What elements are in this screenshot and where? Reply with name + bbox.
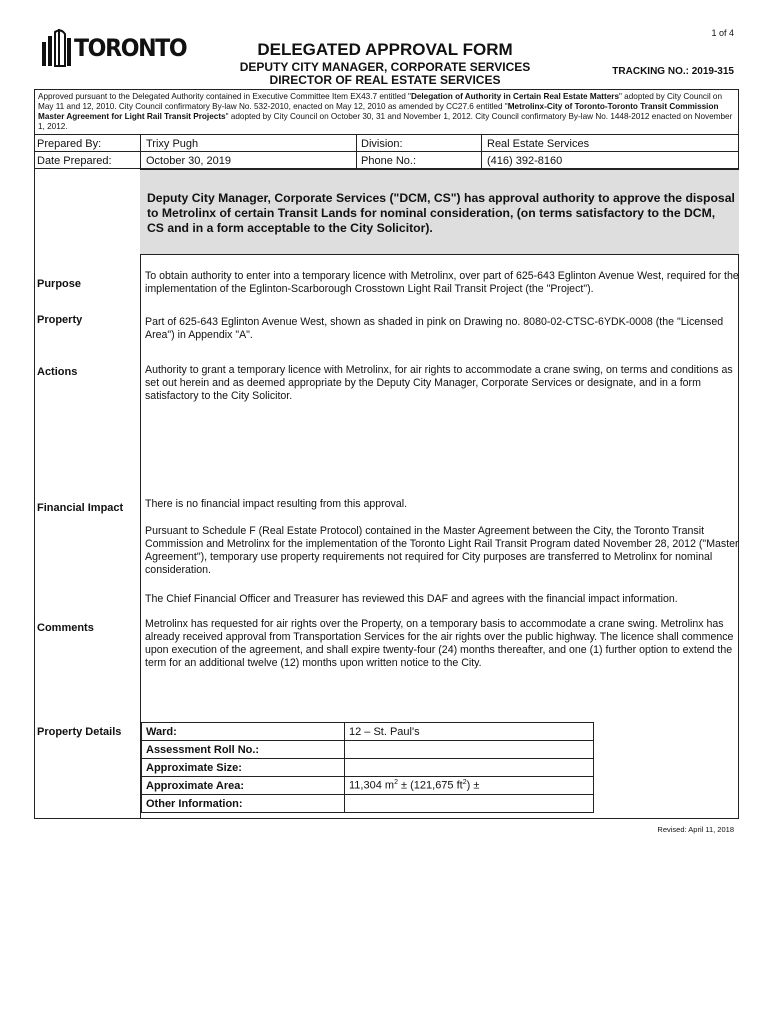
- approximate-size-label: Approximate Size:: [142, 759, 345, 777]
- approval-text-1: Approved pursuant to the Delegated Authority contained in Executive Committee Item EX43.7 entitled ": [38, 92, 411, 101]
- approval-bold-1: Delegation of Authority in Certain Real Estate Matters: [410, 92, 619, 101]
- approval-text-3: " adopted by City Council on October 30, 31 and November 1, 2012. City Council confirmatory By-law No. 1448-2012 enacted on November 1, 2012.: [38, 112, 733, 131]
- divider: [356, 134, 357, 168]
- phone-label: Phone No.:: [361, 155, 417, 167]
- financial-impact-text-1: There is no financial impact resulting from this approval.: [145, 498, 408, 510]
- division-label: Division:: [361, 138, 403, 150]
- table-row: [142, 741, 594, 759]
- purpose-text: To obtain authority to enter into a temporary licence with Metrolinx, over part of 625-643 Eglinton Avenue West, required for the implementation of the Eglinton-Scarborough Crosstown Light Rail Transit Project (the "Project").: [145, 270, 739, 295]
- prepared-by-label: Prepared By:: [37, 138, 102, 150]
- approval-bold-2: Metrolinx-City of Toronto-Toronto Transit Commission Master Agreement for Light Rail Transit Projects: [38, 102, 719, 121]
- other-information-label: Other Information:: [142, 795, 345, 813]
- tracking-number: TRACKING NO.: 2019-315: [612, 66, 734, 77]
- financial-impact-text-2: Pursuant to Schedule F (Real Estate Protocol) contained in the Master Agreement between the City, the Toronto Transit Commission and Metrolinx for the implementation of the Toronto Light Rail Transit Program dated November 28, 2012 ("Master Agreement"), temporary use property requirements not required for City purposes are transferred to Metrolinx for nominal consideration.: [145, 525, 739, 576]
- city-hall-icon: [40, 26, 74, 70]
- form-title: DELEGATED APPROVAL FORM: [257, 40, 513, 59]
- area-metric: 11,304 m: [349, 779, 395, 792]
- date-prepared-label: Date Prepared:: [37, 155, 112, 167]
- financial-impact-label: Financial Impact: [37, 502, 124, 514]
- property-details-label: Property Details: [37, 726, 122, 738]
- logo-wordmark: TORONTO: [74, 34, 187, 62]
- financial-impact-text-3: The Chief Financial Officer and Treasurer has reviewed this DAF and agrees with the financial impact information.: [145, 593, 678, 605]
- phone-value: (416) 392-8160: [487, 155, 563, 167]
- subtitle-line-1: DEPUTY CITY MANAGER, CORPORATE SERVICES: [239, 60, 531, 74]
- actions-label: Actions: [37, 366, 78, 378]
- toronto-logo: [40, 26, 187, 70]
- revised-date: Revised: April 11, 2018: [657, 825, 734, 834]
- area-suffix: ) ±: [466, 779, 480, 792]
- area-superscript: 2: [462, 779, 467, 787]
- approximate-area-label: Approximate Area:: [142, 777, 345, 795]
- table-row: [142, 777, 594, 795]
- property-text: Part of 625-643 Eglinton Avenue West, shown as shaded in pink on Drawing no. 8080-02-CTSC-6YDK-0008 (the "Licensed Area") in Appendix "A".: [145, 316, 724, 341]
- ward-value: 12 – St. Paul's: [345, 723, 594, 741]
- table-row: [142, 759, 594, 777]
- property-label: Property: [37, 314, 83, 326]
- actions-text: Authority to grant a temporary licence with Metrolinx, for air rights to accommodate a crane swing, on terms and conditions as set out herein and as deemed appropriate by the Deputy City Manager, Corporate Services or designate, and in a form satisfactory to the City Solicitor.: [145, 364, 733, 402]
- authority-statement: Deputy City Manager, Corporate Services ("DCM, CS") has approval authority to approve the disposal to Metrolinx of certain Transit Lands for nominal consideration, (on terms satisfactory to the DCM, CS and in a form acceptable to the City Solicitor).: [147, 191, 735, 235]
- divider: [140, 134, 141, 168]
- subtitle-line-2: DIRECTOR OF REAL ESTATE SERVICES: [269, 73, 501, 87]
- divider: [481, 134, 482, 168]
- comments-label: Comments: [37, 622, 94, 634]
- comments-text: Metrolinx has requested for air rights over the Property, on a temporary basis to accommodate a crane swing. Metrolinx has already received approval from Transportation Services for the air rights over the public highway. The licence shall commence upon execution of the agreement, and shall expire twenty-four (24) months thereafter, and one (1) further option to extend the term for an additional twelve (12) months upon written notice to the City.: [145, 618, 734, 669]
- assessment-roll-label: Assessment Roll No.:: [142, 741, 345, 759]
- prepared-by-value: Trixy Pugh: [146, 138, 199, 150]
- area-superscript: 2: [394, 779, 398, 787]
- approval-statement: [38, 92, 736, 132]
- page-number: 1 of 4: [711, 28, 734, 38]
- division-value: Real Estate Services: [487, 138, 590, 150]
- date-prepared-value: October 30, 2019: [146, 155, 232, 167]
- approximate-size-value: [345, 759, 594, 777]
- area-imperial: ± (121,675 ft: [397, 779, 463, 792]
- approval-text-2: " adopted by City Council on May 11 and 12, 2010. City Council confirmatory By-law No. 532-2010, enacted on May 12, 2010 as amended by CC27.6 entitled ": [38, 92, 723, 111]
- approximate-area-value: [345, 777, 594, 795]
- purpose-label: Purpose: [37, 278, 82, 290]
- table-row: [142, 723, 594, 741]
- assessment-roll-value: [345, 741, 594, 759]
- property-details-table: [141, 722, 739, 819]
- ward-label: Ward:: [142, 723, 345, 741]
- table-row: [142, 795, 594, 813]
- other-information-value: [345, 795, 594, 813]
- form-subtitle: [200, 61, 570, 87]
